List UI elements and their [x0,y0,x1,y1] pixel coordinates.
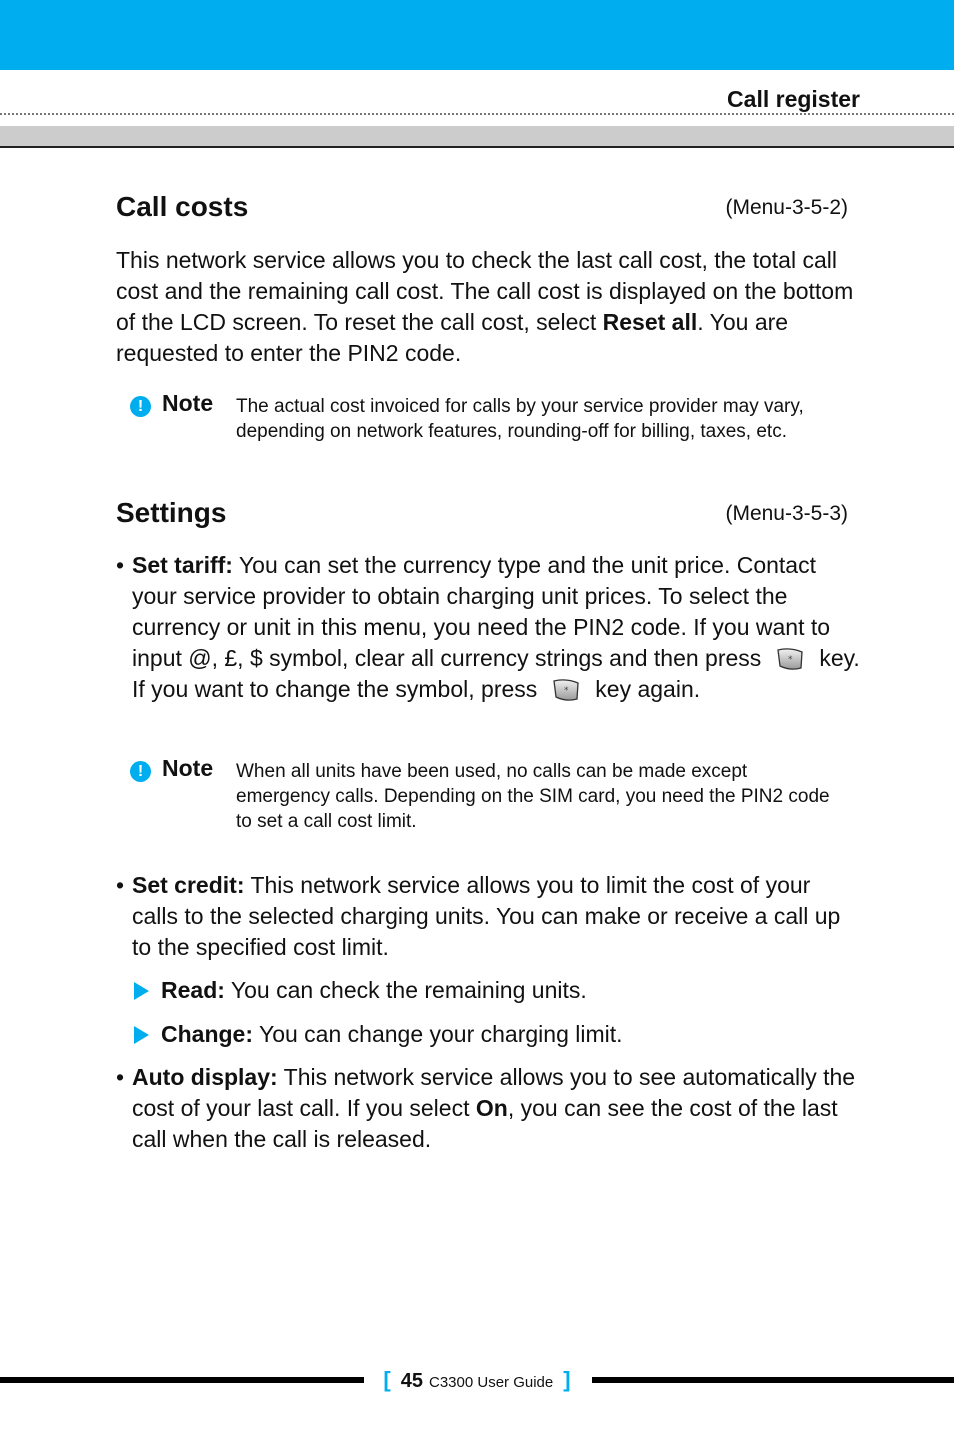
call-costs-heading: Call costs [116,191,249,222]
on-term: On [475,1095,508,1121]
auto-display-label: Auto display: [132,1064,278,1090]
bullet-dot: • [116,872,125,898]
star-key-icon [775,646,805,672]
read-label: Read: [161,977,225,1003]
page-number: 45 [400,1370,423,1392]
settings-menu-ref: (Menu-3-5-3) [725,502,848,525]
auto-display-text-2: , you can see the cost of the last call when the call is released. [132,1095,838,1152]
set-credit-text: This network service allows you to limit the cost of your calls to the selected charging units. You can make or receive a call up to the specified cost limit. [132,872,841,960]
call-costs-menu-ref: (Menu-3-5-2) [725,196,848,219]
note-label: Note [162,390,214,416]
star-key-icon [551,677,581,703]
bullet-dot: • [116,1064,125,1090]
top-color-band [0,0,954,70]
set-credit-label: Set credit: [132,872,245,898]
call-costs-text-2: . You are requested to enter the PIN2 code. [116,309,789,366]
set-tariff-text-2: key. If you want to change the symbol, press [132,645,860,702]
triangle-bullet-icon [134,982,149,1000]
bullet-dot: • [116,552,125,578]
section-title: Call register [727,86,860,112]
svg-text:*: * [564,686,569,696]
auto-display-text-1: This network service allows you to see automatically the cost of your last call. If you select [132,1064,856,1121]
dotted-divider [0,113,954,115]
bullet-set-tariff [116,550,861,705]
note-text: When all units have been used, no calls can be made except emergency calls. Depending on the SIM card, you need the PIN2 code to set a call cost limit. [236,761,830,832]
note-label: Note [162,755,214,781]
bullet-set-credit [116,870,861,963]
call-costs-text-1: This network service allows you to check the last call cost, the total call cost and the remaining call cost. The call cost is displayed on the bottom of the LCD screen. To reset the call cost, select [116,247,854,335]
svg-text:*: * [788,655,793,665]
exclamation-icon: ! [130,396,151,417]
settings-heading: Settings [116,497,227,528]
call-costs-paragraph [116,245,856,369]
set-tariff-label: Set tariff: [132,552,233,578]
header-gray-bar [0,126,954,148]
note-text: The actual cost invoiced for calls by your service provider may vary, depending on network features, rounding-off for billing, taxes, etc. [236,396,804,442]
triangle-bullet-icon [134,1026,149,1044]
bullet-auto-display [116,1062,861,1155]
sub-item-read [134,975,854,1006]
set-tariff-text-3: key again. [595,676,701,702]
change-text: You can change your charging limit. [253,1021,623,1047]
guide-title: C3300 User Guide [429,1374,554,1391]
read-text: You can check the remaining units. [224,977,587,1003]
footer-bracket-close: ] [563,1367,571,1392]
footer [0,1367,954,1393]
set-tariff-text-1: You can set the currency type and the unit price. Contact your service provider to obtain charging unit prices. To select the currency or unit in this menu, you need the PIN2 code. If you want to input @, £, $ symbol, clear all currency strings and then press [132,552,831,671]
reset-all-term: Reset all [602,309,698,335]
sub-item-change [134,1019,854,1050]
footer-bracket-open: [ [383,1367,391,1392]
exclamation-icon: ! [130,761,151,782]
change-label: Change: [161,1021,253,1047]
